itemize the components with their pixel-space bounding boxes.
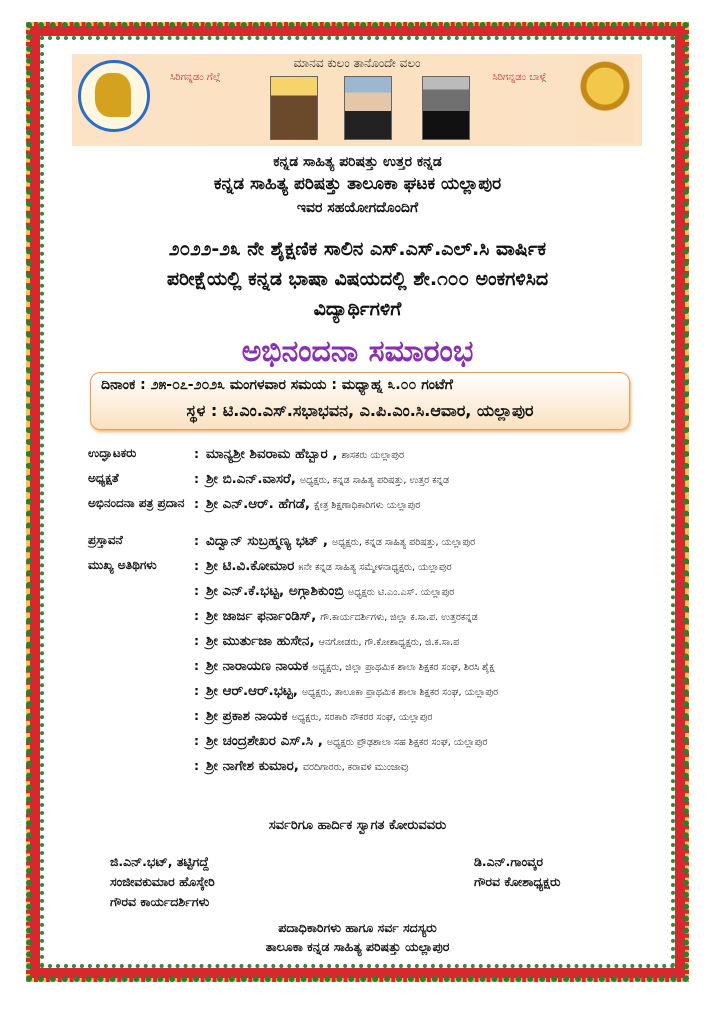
detail-colon: : [194, 558, 199, 573]
detail-person-name: ಶ್ರೀ ಜಾರ್ಜ ಫರ್ನಾಂಡಿಸ್, [206, 608, 317, 624]
detail-designation: ಅಧ್ಯಕ್ಷರು, ಸರಕಾರಿ ನೌಕರರ ಸಂಘ, ಯಲ್ಲಾಪುರ [291, 712, 433, 723]
detail-designation: ೫ನೇ ಕನ್ನಡ ಸಾಹಿತ್ಯ ಸಮ್ಮೇಳನಾಧ್ಯಕ್ಷರು, ಯಲ್ಲಾಪುರ [298, 562, 452, 573]
detail-row [88, 733, 658, 755]
detail-colon: : [194, 658, 199, 673]
footer [0, 918, 715, 956]
venue-line: ಸ್ಥಳ : ಟಿ.ಎಂ.ಎಸ್.ಸಭಾಭವನ, ಎ.ಪಿ.ಎಂ.ಸಿ.ಆವಾರ, ಯಲ್ಲಾಪುರ [186, 401, 534, 420]
detail-colon: : [194, 683, 199, 698]
detail-designation: ಕ್ಷೇತ್ರ ಶಿಕ್ಷಣಾಧಿಕಾರಿಗಳು ಯಲ್ಲಾಪುರ [313, 500, 421, 511]
detail-person-name: ಶ್ರೀ ಆರ್.ಆರ್.ಭಟ್ಟ, [206, 683, 298, 699]
detail-person-name: ವಿದ್ವಾನ್ ಸುಬ್ರಹ್ಮಣ್ಯ ಭಟ್ , [206, 533, 328, 549]
detail-label: ಮುಖ್ಯ ಅತಿಥಿಗಳು [88, 558, 157, 572]
signatories-left [110, 852, 215, 912]
detail-value [206, 558, 452, 574]
detail-person-name: ಶ್ರೀ ಎನ್.ಆರ್. ಹೆಗಡೆ, [206, 496, 310, 512]
detail-value [206, 633, 459, 649]
detail-row [88, 633, 658, 655]
desc-line-3: ವಿದ್ಯಾರ್ಥಿಗಳಿಗೆ [313, 298, 402, 320]
detail-row [88, 558, 658, 580]
detail-row [88, 658, 658, 680]
portrait-3 [422, 76, 470, 140]
detail-row [88, 533, 658, 555]
detail-designation: ಶಾಸಕರು ಯಲ್ಲಾಪುರ [341, 450, 404, 461]
detail-value [206, 496, 420, 512]
detail-value [206, 683, 498, 699]
detail-row [88, 496, 658, 530]
detail-designation: ಅಧ್ಯಕ್ಷರು ಟಿ.ಎಂ.ಎಸ್. ಯಲ್ಲಾಪುರ [347, 587, 455, 598]
detail-person-name: ಶ್ರೀ ಚಂದ್ರಶೇಖರ ಎಸ್.ಸಿ , [206, 733, 323, 749]
detail-value [206, 471, 449, 487]
welcome-line: ಸರ್ವರಿಗೂ ಹಾರ್ದಿಕ ಸ್ವಾಗತ ಕೋರುವವರು [268, 818, 447, 833]
date-venue-box [90, 372, 630, 430]
detail-designation: ಗೌ.ಕಾರ್ಯದರ್ಶಿಗಳು, ಜಿಲ್ಲಾ ಕ.ಸಾ.ಪ. ಉತ್ತರಕನ್ನಡ [320, 612, 478, 623]
signatory-3: ಡಿ.ಎನ್.ಗಾಂವ್ಕರ [474, 854, 543, 869]
detail-designation: ವರದಿಗಾರರು, ಕರಾವಳಿ ಮುಂಜಾವು [302, 762, 409, 773]
portrait-2 [344, 76, 392, 140]
detail-row [88, 471, 658, 493]
detail-value [206, 708, 432, 724]
detail-designation: ಅಧ್ಯಕ್ಷರು, ತಾಲೂಕಾ ಪ್ರಾಥಮಿಕ ಶಾಲಾ ಶಿಕ್ಷಕರ ಸಂಘ, ಯಲ್ಲಾಪುರ [301, 687, 499, 698]
detail-person-name: ಶ್ರೀ ಟಿ.ವಿ.ಕೋಮಾರ [206, 558, 295, 574]
portrait-1 [270, 76, 318, 140]
detail-person-name: ಶ್ರೀ ನಾಗೇಶ ಕುಮಾರ, [206, 758, 299, 774]
detail-value [206, 583, 454, 599]
footer-line-2: ತಾಲೂಕಾ ಕನ್ನಡ ಸಾಹಿತ್ಯ ಪರಿಷತ್ತು ಯಲ್ಲಾಪುರ [265, 939, 450, 954]
signatory-1: ಜಿ.ಎನ್.ಭಟ್, ತಟ್ಟಿಗದ್ದೆ [110, 854, 209, 869]
program-details [88, 446, 658, 783]
detail-row [88, 583, 658, 605]
header-banner [72, 54, 642, 146]
detail-person-name: ಶ್ರೀ ಮುರ್ತುಜಾ ಹುಸೇನ, [206, 633, 315, 649]
signatories-right [474, 852, 561, 892]
detail-designation: ಅಧ್ಯಕ್ಷರು, ಕನ್ನಡ ಸಾಹಿತ್ಯ ಪರಿಷತ್ತು, ಯಲ್ಲಾಪುರ [331, 537, 476, 548]
detail-row [88, 708, 658, 730]
signatory-role-2: ಗೌರವ ಕೋಶಾಧ್ಯಕ್ಷರು [474, 874, 561, 889]
signatory-2: ಸಂಜೀವಕುಮಾರ ಹೊಸ್ಕೇರಿ [110, 874, 215, 889]
detail-colon: : [194, 471, 199, 486]
detail-value [206, 446, 404, 462]
detail-colon: : [194, 733, 199, 748]
footer-line-1: ಪದಾಧಿಕಾರಿಗಳು ಹಾಗೂ ಸರ್ವ ಸದಸ್ಯರು [278, 920, 437, 935]
banner-left-tag: ಸಿರಿಗನ್ನಡಂ ಗೆಲ್ಗೆ [170, 72, 221, 83]
detail-colon: : [194, 446, 199, 461]
detail-person-name: ಶ್ರೀ ಪ್ರಕಾಶ ನಾಯಕ [206, 708, 288, 724]
detail-row [88, 683, 658, 705]
detail-value [206, 533, 475, 549]
date-line: ದಿನಾಂಕ : ೨೫-೦೭-೨೦೨೩ ಮಂಗಳವಾರ ಸಮಯ : ಮಧ್ಯಾಹ್ನ ೩.೦೦ ಗಂಟೆಗೆ [101, 377, 453, 393]
detail-designation: ಅಧ್ಯಕ್ಷರು, ಕನ್ನಡ ಸಾಹಿತ್ಯ ಪರಿಷತ್ತು, ಉತ್ತರ ಕನ್ನಡ [299, 475, 450, 486]
banner-right-tag: ಸಿರಿಗನ್ನಡಂ ಬಾಳ್ಗೆ [492, 72, 546, 83]
detail-value [206, 733, 487, 749]
detail-designation: ಆನಗೋಡರು, ಗೌ.ಕೋಶಾಧ್ಯಕ್ಷರು, ಜಿ.ಕ.ಸಾ.ಪ [318, 637, 460, 648]
org-line: ಕನ್ನಡ ಸಾಹಿತ್ಯ ಪರಿಷತ್ತು ಉತ್ತರ ಕನ್ನಡ [273, 154, 442, 170]
detail-row [88, 446, 658, 468]
detail-person-name: ಶ್ರೀ ಬಿ.ಎನ್.ವಾಸರೆ, [206, 471, 296, 487]
detail-value [206, 608, 478, 624]
detail-colon: : [194, 496, 199, 511]
detail-value [206, 658, 494, 674]
banner-motto: ಮಾನವ ಕುಲಂ ತಾನೊಂದೇ ವಲಂ [293, 56, 421, 70]
detail-label: ಅಭಿನಂದನಾ ಪತ್ರ ಪ್ರದಾನ [88, 496, 185, 510]
detail-designation: ಅಧ್ಯಕ್ಷರು, ಜಿಲ್ಲಾ ಪ್ರಾಥಮಿಕ ಶಾಲಾ ಶಿಕ್ಷಕರ ಸಂಘ, ಶಿರಸಿ ಶೈಕ್ಷ [312, 662, 495, 673]
event-title: ಅಭಿನಂದನಾ ಸಮಾರಂಭ [241, 334, 474, 369]
detail-person-name: ಶ್ರೀ ಎನ್.ಕೆ.ಭಟ್ಟ, ಅಗ್ಗಾಶಿಕುಂಬ್ರಿ [206, 583, 344, 599]
goddess-emblem-icon [576, 56, 634, 142]
signatory-role-1: ಗೌರವ ಕಾರ್ಯದರ್ಶಿಗಳು [110, 894, 210, 909]
detail-person-name: ಶ್ರೀ ನಾರಾಯಣ ನಾಯಕ [206, 658, 309, 674]
detail-person-name: ಮಾನ್ಯಶ್ರೀ ಶಿವರಾಮ ಹೆಬ್ಬಾರ , [206, 446, 338, 462]
collab-line: ಇವರ ಸಹಯೋಗದೊಂದಿಗೆ [296, 200, 419, 216]
unit-line: ಕನ್ನಡ ಸಾಹಿತ್ಯ ಪರಿಷತ್ತು ತಾಲೂಕಾ ಘಟಕ ಯಲ್ಲಾಪುರ [213, 174, 502, 194]
detail-colon: : [194, 758, 199, 773]
detail-label: ಪ್ರಸ್ತಾವನೆ [88, 533, 123, 547]
detail-row [88, 608, 658, 630]
detail-colon: : [194, 708, 199, 723]
detail-colon: : [194, 608, 199, 623]
detail-colon: : [194, 583, 199, 598]
detail-label: ಉದ್ಘಾಟಕರು [88, 446, 137, 460]
desc-line-2: ಪರೀಕ್ಷೆಯಲ್ಲಿ ಕನ್ನಡ ಭಾಷಾ ವಿಷಯದಲ್ಲಿ ಶೇ.೧೦೦ ಅಂಕಗಳಿಸಿದ [166, 268, 549, 290]
detail-label: ಅಧ್ಯಕ್ಷತೆ [88, 471, 119, 485]
detail-row [88, 758, 658, 780]
detail-value [206, 758, 408, 774]
desc-line-1: ೨೦೨೨-೨೩ ನೇ ಶೈಕ್ಷಣಿಕ ಸಾಲಿನ ಎಸ್.ಎಸ್.ಎಲ್.ಸಿ ವಾರ್ಷಿಕ [168, 238, 547, 260]
detail-colon: : [194, 633, 199, 648]
detail-designation: ಅಧ್ಯಕ್ಷರು ಪ್ರೌಢಶಾಲಾ ಸಹ ಶಿಕ್ಷಕರ ಸಂಘ, ಯಲ್ಲಾಪುರ [326, 737, 488, 748]
detail-colon: : [194, 533, 199, 548]
